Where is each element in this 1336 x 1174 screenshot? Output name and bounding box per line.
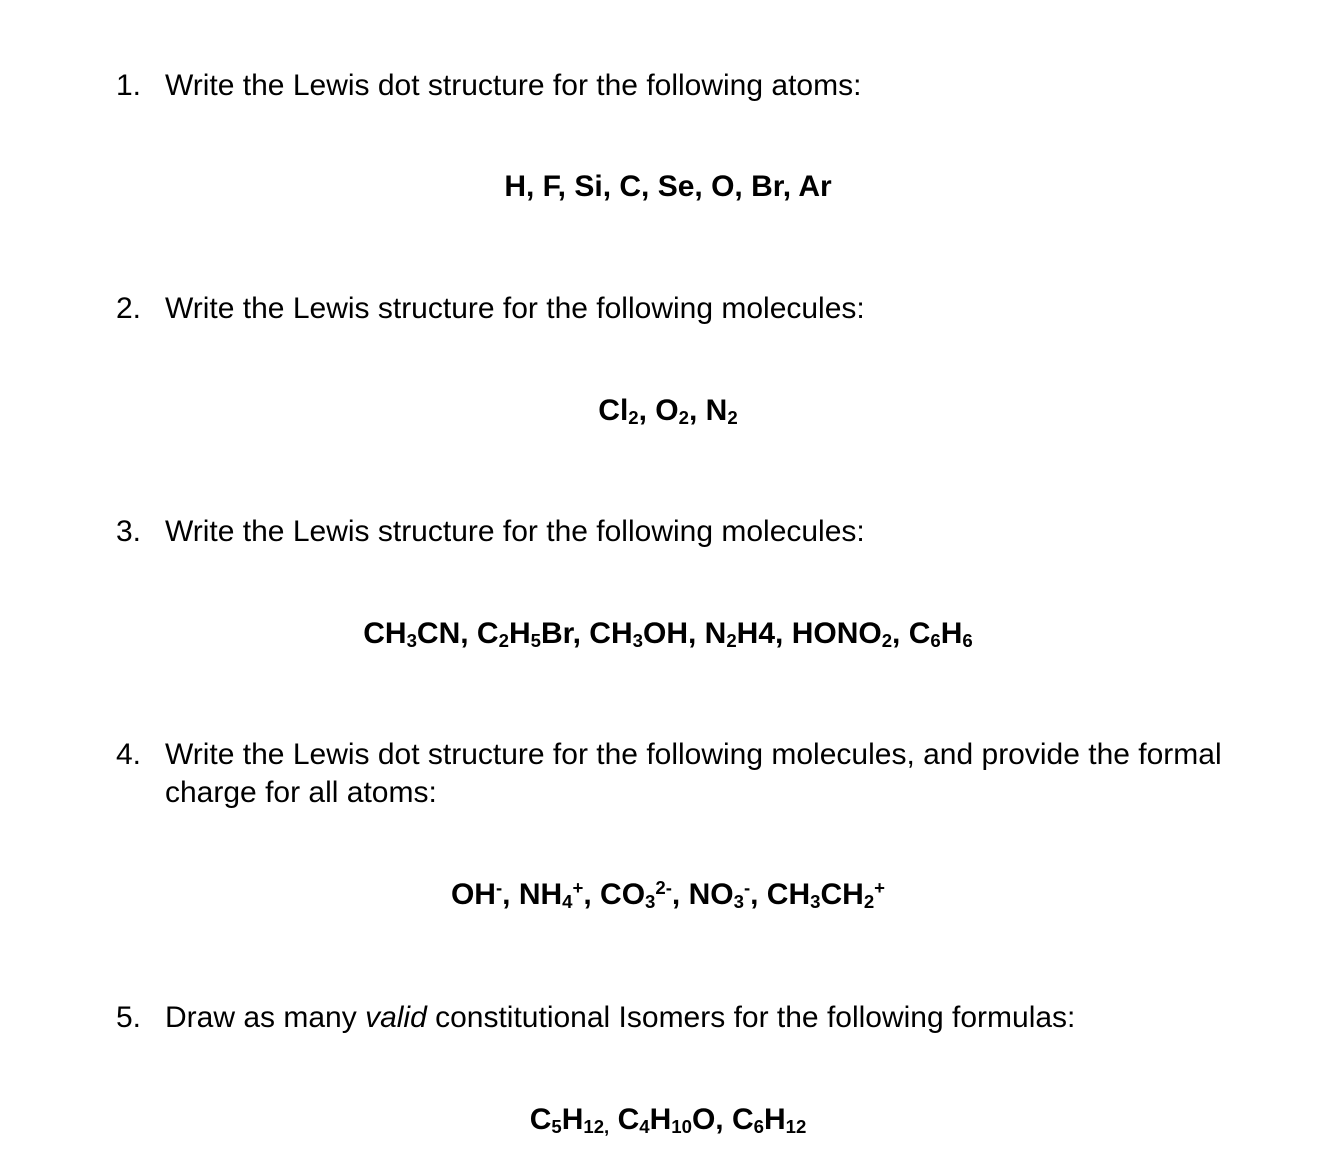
formula-text: C	[529, 1103, 552, 1136]
formula-text: OH	[450, 878, 496, 911]
formula-text: Si	[574, 170, 603, 203]
formula-text: Ar	[798, 170, 832, 203]
formula-line-4	[0, 876, 1336, 914]
formula-text: ,	[641, 170, 658, 203]
question-text	[165, 999, 1316, 1037]
formula-superscript: +	[572, 876, 584, 898]
question-number: 1.	[116, 69, 142, 102]
formula-subscript: 6	[930, 630, 941, 652]
formula-text: F	[542, 170, 558, 203]
formula-text: O	[711, 170, 735, 203]
formula-line-5	[0, 1101, 1336, 1139]
formula-subscript: 3	[645, 891, 656, 913]
question-number: 5.	[116, 1001, 142, 1034]
question-text-line-1: Write the Lewis dot structure for the following molecules, and provide the formal	[165, 738, 1222, 771]
formula-text: O, C	[691, 1103, 754, 1136]
formula-text: CH	[820, 878, 864, 911]
formula-text: Br	[751, 170, 783, 203]
formula-text: , N	[689, 394, 728, 427]
formula-text: CH	[363, 617, 407, 650]
formula-subscript: 6	[962, 630, 973, 652]
formula-text: ,	[525, 170, 543, 203]
formula-text: , CH	[750, 878, 811, 911]
formula-text: Br, CH	[540, 617, 633, 650]
formula-text: , O	[638, 394, 679, 427]
question-text: Write the Lewis dot structure for the following atoms:	[165, 69, 862, 102]
question-text	[165, 736, 1316, 812]
question-text-emphasis: valid	[365, 1001, 427, 1034]
formula-text: , NH	[502, 878, 563, 911]
formula-subscript: 6	[753, 1116, 764, 1138]
formula-line-3	[0, 615, 1336, 653]
formula-text: H	[508, 617, 531, 650]
question-number: 4.	[116, 738, 142, 771]
formula-text: Cl	[598, 394, 629, 427]
formula-subscript: 3	[406, 630, 417, 652]
formula-text: H	[649, 1103, 672, 1136]
question-5	[116, 999, 1316, 1037]
formula-text: H	[763, 1103, 786, 1136]
formula-subscript: 2	[863, 891, 875, 913]
formula-subscript: 2	[881, 630, 893, 652]
formula-line-2	[0, 392, 1336, 430]
formula-subscript: 2	[726, 630, 737, 652]
formula-subscript: 10	[671, 1116, 692, 1138]
formula-line-1	[0, 168, 1336, 206]
question-number: 3.	[116, 515, 142, 548]
formula-subscript: 12	[785, 1116, 807, 1138]
question-number: 2.	[116, 292, 142, 325]
question-text: Write the Lewis structure for the following molecules:	[165, 515, 865, 548]
formula-text: H4, HONO	[736, 617, 882, 650]
formula-text: H	[561, 1103, 584, 1136]
question-1	[116, 67, 1316, 105]
formula-text: ,	[782, 170, 799, 203]
formula-subscript: 2	[678, 407, 689, 429]
question-text: Write the Lewis structure for the following molecules:	[165, 292, 865, 325]
formula-subscript: 5	[530, 630, 541, 652]
question-4	[116, 736, 1316, 812]
formula-text: ,	[557, 170, 575, 203]
question-text-after: constitutional Isomers for the following formulas:	[426, 1001, 1076, 1034]
question-2	[116, 290, 1316, 328]
formula-text: , NO	[671, 878, 734, 911]
formula-subscript: 4	[562, 891, 573, 913]
question-text-line-2: charge for all atoms:	[165, 776, 437, 809]
formula-subscript: 12,	[583, 1116, 610, 1138]
formula-subscript: 4	[639, 1116, 650, 1138]
formula-subscript: 2	[498, 630, 509, 652]
formula-text: ,	[734, 170, 752, 203]
formula-subscript: 3	[632, 630, 643, 652]
formula-text: OH, N	[642, 617, 727, 650]
formula-text: , CO	[583, 878, 646, 911]
formula-superscript: 2-	[655, 876, 672, 898]
formula-text: C	[619, 170, 642, 203]
formula-text: , C	[892, 617, 931, 650]
formula-text: H	[504, 170, 526, 203]
formula-subscript: 3	[810, 891, 821, 913]
formula-superscript: -	[743, 876, 751, 898]
question-3	[116, 513, 1316, 551]
formula-subscript: 3	[733, 891, 744, 913]
formula-subscript: 2	[727, 407, 738, 429]
formula-text: Se	[657, 170, 695, 203]
formula-text: ,	[694, 170, 712, 203]
formula-superscript: -	[495, 876, 503, 898]
formula-subscript: 2	[628, 407, 639, 429]
question-text-before: Draw as many	[165, 1001, 366, 1034]
formula-text: H	[940, 617, 963, 650]
formula-text: CN, C	[416, 617, 499, 650]
formula-superscript: +	[874, 876, 886, 898]
formula-subscript: 5	[551, 1116, 562, 1138]
formula-text: ,	[602, 170, 620, 203]
formula-text: C	[609, 1103, 640, 1136]
